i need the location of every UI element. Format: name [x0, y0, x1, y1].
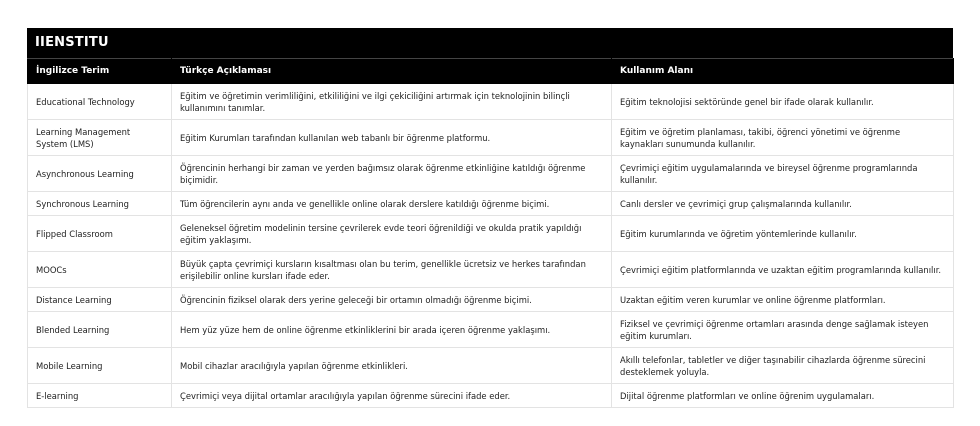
description-cell: Öğrencinin herhangi bir zaman ve yerden bağımsız olarak öğrenme etkinliğine katıldığı öğrenme biçimidir.: [172, 156, 612, 192]
usage-cell: Çevrimiçi eğitim uygulamalarında ve bireysel öğrenme programlarında kullanılır.: [612, 156, 954, 192]
table-row: [28, 216, 954, 252]
table-row: [28, 384, 954, 408]
table-row: [28, 192, 954, 216]
terms-table: [27, 58, 954, 408]
term-cell: MOOCs: [28, 252, 172, 288]
usage-cell: Eğitim kurumlarında ve öğretim yöntemlerinde kullanılır.: [612, 216, 954, 252]
table-row: [28, 84, 954, 120]
term-cell: Asynchronous Learning: [28, 156, 172, 192]
usage-cell: Akıllı telefonlar, tabletler ve diğer taşınabilir cihazlarda öğrenme sürecini desteklemek yoluyla.: [612, 348, 954, 384]
description-cell: Çevrimiçi veya dijital ortamlar aracılığıyla yapılan öğrenme sürecini ifade eder.: [172, 384, 612, 408]
terms-table-container: [27, 28, 953, 408]
usage-cell: Eğitim teknolojisi sektöründe genel bir ifade olarak kullanılır.: [612, 84, 954, 120]
description-cell: Büyük çapta çevrimiçi kursların kısaltması olan bu terim, genellikle ücretsiz ve herkes tarafından erişilebilir online kursları ifade eder.: [172, 252, 612, 288]
term-cell: E-learning: [28, 384, 172, 408]
description-cell: Mobil cihazlar aracılığıyla yapılan öğrenme etkinlikleri.: [172, 348, 612, 384]
table-row: [28, 312, 954, 348]
term-cell: Distance Learning: [28, 288, 172, 312]
usage-cell: Eğitim ve öğretim planlaması, takibi, öğrenci yönetimi ve öğrenme kaynakları sunumunda kullanılır.: [612, 120, 954, 156]
description-cell: Hem yüz yüze hem de online öğrenme etkinliklerini bir arada içeren öğrenme yaklaşımı.: [172, 312, 612, 348]
term-cell: Educational Technology: [28, 84, 172, 120]
table-row: [28, 288, 954, 312]
table-row: [28, 156, 954, 192]
usage-cell: Dijital öğrenme platformları ve online öğrenim uygulamaları.: [612, 384, 954, 408]
header-english-term: İngilizce Terim: [28, 59, 172, 84]
description-cell: Eğitim ve öğretimin verimliliğini, etkililiğini ve ilgi çekiciliğini artırmak için teknolojinin bilinçli kullanımını tanımlar.: [172, 84, 612, 120]
table-row: [28, 120, 954, 156]
usage-cell: Uzaktan eğitim veren kurumlar ve online öğrenme platformları.: [612, 288, 954, 312]
term-cell: Flipped Classroom: [28, 216, 172, 252]
description-cell: Geleneksel öğretim modelinin tersine çevrilerek evde teori öğrenildiği ve okulda pratik yapıldığı eğitim yaklaşımı.: [172, 216, 612, 252]
header-row: [28, 59, 954, 84]
term-cell: Learning Management System (LMS): [28, 120, 172, 156]
table-row: [28, 252, 954, 288]
header-turkish-description: Türkçe Açıklaması: [172, 59, 612, 84]
table-row: [28, 348, 954, 384]
table-title: IIENSTITU: [27, 28, 953, 58]
term-cell: Synchronous Learning: [28, 192, 172, 216]
header-usage-area: Kullanım Alanı: [612, 59, 954, 84]
description-cell: Tüm öğrencilerin aynı anda ve genellikle online olarak derslere katıldığı öğrenme biçimi.: [172, 192, 612, 216]
usage-cell: Canlı dersler ve çevrimiçi grup çalışmalarında kullanılır.: [612, 192, 954, 216]
description-cell: Eğitim Kurumları tarafından kullanılan web tabanlı bir öğrenme platformu.: [172, 120, 612, 156]
usage-cell: Fiziksel ve çevrimiçi öğrenme ortamları arasında denge sağlamak isteyen eğitim kurumları.: [612, 312, 954, 348]
usage-cell: Çevrimiçi eğitim platformlarında ve uzaktan eğitim programlarında kullanılır.: [612, 252, 954, 288]
term-cell: Mobile Learning: [28, 348, 172, 384]
description-cell: Öğrencinin fiziksel olarak ders yerine geleceği bir ortamın olmadığı öğrenme biçimi.: [172, 288, 612, 312]
term-cell: Blended Learning: [28, 312, 172, 348]
